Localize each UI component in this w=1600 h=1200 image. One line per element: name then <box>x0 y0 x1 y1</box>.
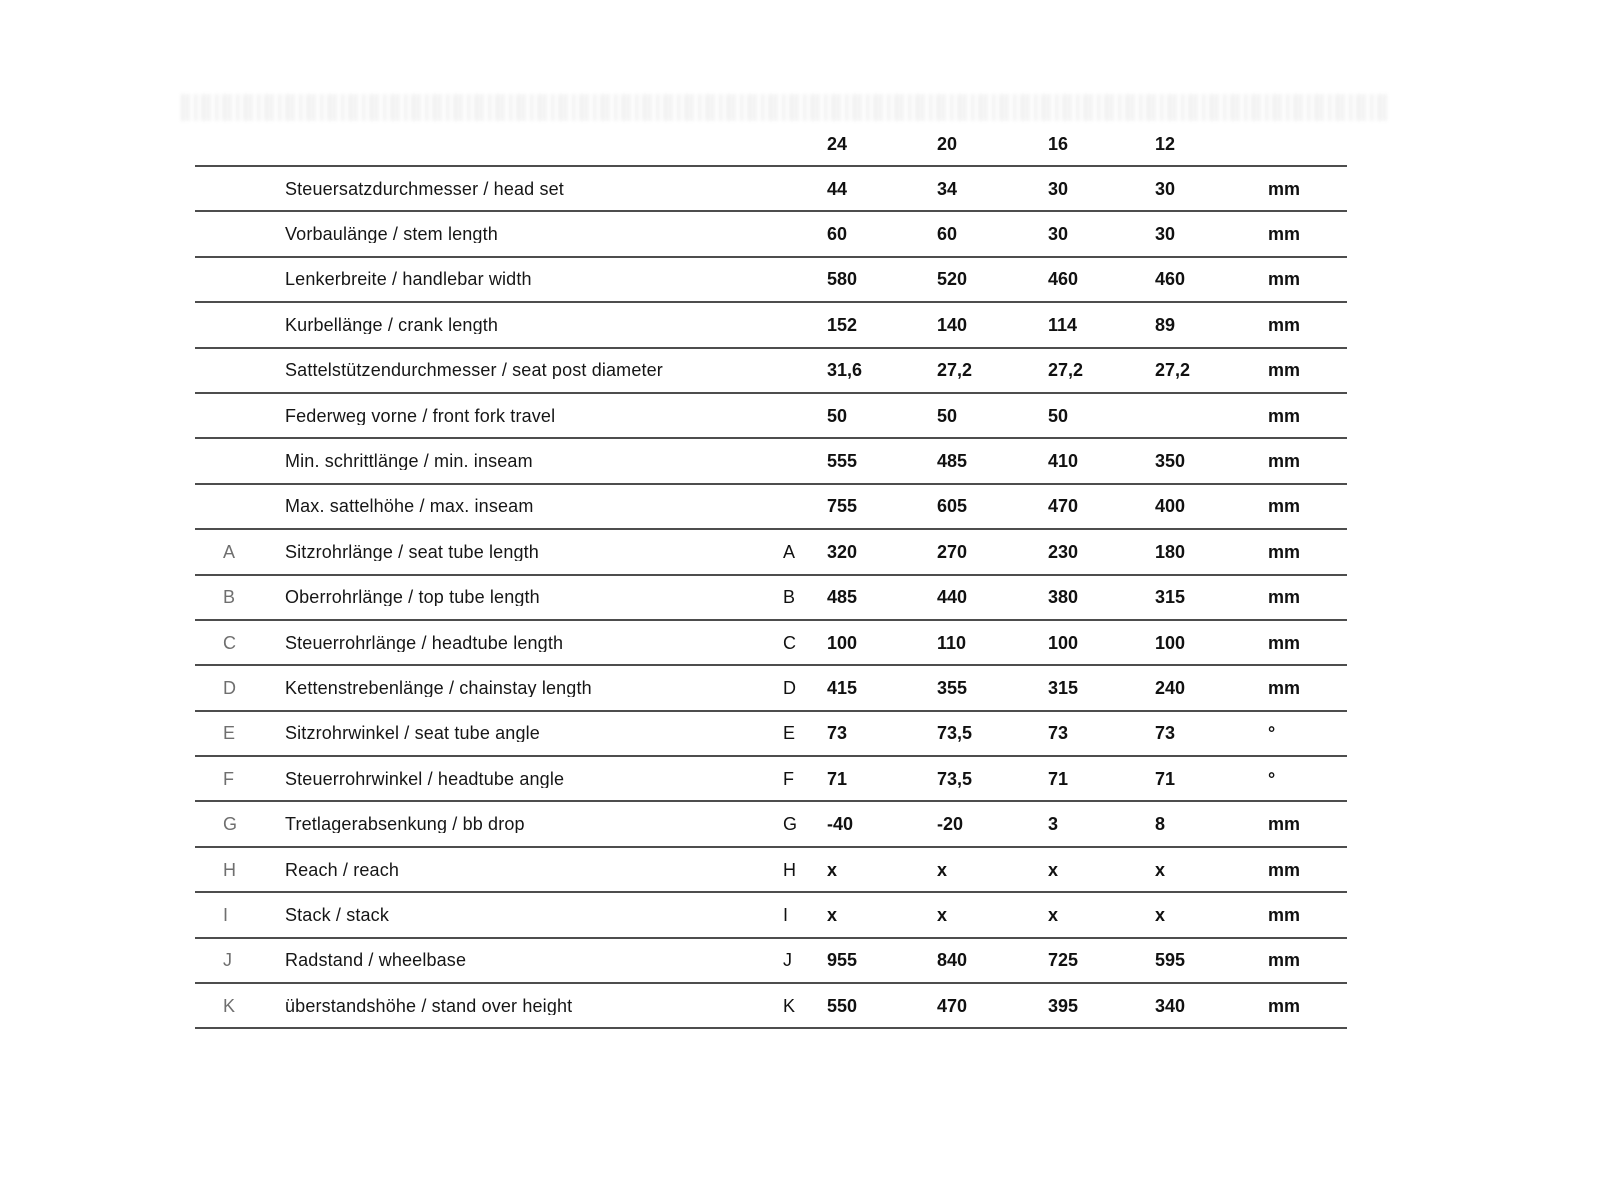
table-row <box>195 394 1347 439</box>
cell-16: x <box>1048 860 1059 879</box>
row-letter: H <box>223 860 236 879</box>
cell-20: 34 <box>937 179 958 198</box>
cell-16: 380 <box>1048 588 1079 607</box>
cell-16: 114 <box>1048 315 1078 334</box>
size-header-12: 12 <box>1155 134 1176 153</box>
row-unit: ° <box>1268 769 1276 788</box>
cell-12: 315 <box>1155 588 1186 607</box>
cell-12: 71 <box>1155 769 1176 788</box>
cell-12: 400 <box>1155 497 1186 516</box>
row-unit: mm <box>1268 633 1301 652</box>
cell-16: 30 <box>1048 225 1069 244</box>
table-row <box>195 757 1347 802</box>
row-letter: I <box>223 905 229 924</box>
row-unit: mm <box>1268 815 1301 834</box>
cell-20: 840 <box>937 951 968 970</box>
table-row <box>195 258 1347 303</box>
row-unit: mm <box>1268 542 1301 561</box>
size-header-20: 20 <box>937 134 958 153</box>
row-unit: mm <box>1268 497 1301 516</box>
cell-24: x <box>827 905 838 924</box>
table-row <box>195 303 1347 348</box>
cell-24: 755 <box>827 497 858 516</box>
row-letter-repeat: D <box>783 678 796 697</box>
cell-12: 73 <box>1155 724 1176 743</box>
cell-16: 725 <box>1048 951 1079 970</box>
spec-table-body <box>195 167 1347 1029</box>
row-label: Vorbaulänge / stem length <box>285 225 498 244</box>
row-label: Steuersatzdurchmesser / head set <box>285 179 564 198</box>
row-letter: G <box>223 815 238 834</box>
cell-16: 100 <box>1048 633 1079 652</box>
row-label: Max. sattelhöhe / max. inseam <box>285 497 534 516</box>
cell-12: 89 <box>1155 315 1176 334</box>
cell-20: 73,5 <box>937 724 973 743</box>
row-label: Steuerrohrwinkel / headtube angle <box>285 769 565 788</box>
cell-20: 605 <box>937 497 968 516</box>
cell-20: 140 <box>937 315 968 334</box>
cell-12: 180 <box>1155 542 1186 561</box>
row-unit: mm <box>1268 315 1301 334</box>
row-letter-repeat: A <box>783 542 796 561</box>
row-letter: J <box>223 951 232 970</box>
cell-12: 595 <box>1155 951 1186 970</box>
geometry-spec-table <box>195 122 1347 1029</box>
cell-24: x <box>827 860 838 879</box>
cell-24: 60 <box>827 225 848 244</box>
cell-16: 460 <box>1048 270 1079 289</box>
cell-24: 152 <box>827 315 858 334</box>
cell-24: 31,6 <box>827 361 863 380</box>
cell-16: 470 <box>1048 497 1079 516</box>
row-unit: mm <box>1268 270 1301 289</box>
row-unit: mm <box>1268 678 1301 697</box>
row-label: Kurbellänge / crank length <box>285 315 499 334</box>
row-label: Steuerrohrlänge / headtube length <box>285 633 564 652</box>
row-label: Stack / stack <box>285 905 389 924</box>
table-row <box>195 212 1347 257</box>
cell-20: 60 <box>937 225 958 244</box>
row-letter: A <box>223 542 236 561</box>
cell-16: x <box>1048 905 1059 924</box>
row-unit: mm <box>1268 452 1301 471</box>
size-header-row <box>195 122 1347 167</box>
cell-16: 73 <box>1048 724 1069 743</box>
table-row <box>195 939 1347 984</box>
size-header-24: 24 <box>827 134 848 153</box>
cell-16: 230 <box>1048 542 1079 561</box>
cell-12: 30 <box>1155 225 1176 244</box>
row-letter-repeat: B <box>783 588 796 607</box>
cell-16: 50 <box>1048 406 1069 425</box>
blurred-watermark-band <box>181 94 1389 121</box>
row-letter-repeat: F <box>783 769 794 788</box>
table-row <box>195 666 1347 711</box>
row-label: Kettenstrebenlänge / chainstay length <box>285 678 592 697</box>
cell-24: 73 <box>827 724 848 743</box>
cell-16: 395 <box>1048 996 1079 1015</box>
cell-24: 485 <box>827 588 858 607</box>
row-label: überstandshöhe / stand over height <box>285 996 573 1015</box>
table-row <box>195 893 1347 938</box>
cell-20: x <box>937 860 948 879</box>
row-label: Reach / reach <box>285 860 400 879</box>
size-header-16: 16 <box>1048 134 1069 153</box>
table-row <box>195 530 1347 575</box>
cell-24: 955 <box>827 951 858 970</box>
table-row <box>195 349 1347 394</box>
cell-20: 485 <box>937 452 968 471</box>
cell-12: 30 <box>1155 179 1176 198</box>
table-row <box>195 802 1347 847</box>
cell-20: -20 <box>937 815 964 834</box>
table-row <box>195 167 1347 212</box>
cell-24: 580 <box>827 270 858 289</box>
row-label: Tretlagerabsenkung / bb drop <box>285 815 525 834</box>
row-letter: E <box>223 724 236 743</box>
row-label: Sitzrohrlänge / seat tube length <box>285 542 539 561</box>
cell-12: 340 <box>1155 996 1186 1015</box>
row-letter-repeat: J <box>783 951 792 970</box>
row-letter-repeat: K <box>783 996 796 1015</box>
cell-20: 27,2 <box>937 361 973 380</box>
cell-12: 350 <box>1155 452 1186 471</box>
cell-20: 73,5 <box>937 769 973 788</box>
cell-12: x <box>1155 905 1166 924</box>
row-letter-repeat: I <box>783 905 789 924</box>
row-unit: mm <box>1268 406 1301 425</box>
table-row <box>195 984 1347 1029</box>
cell-24: 550 <box>827 996 858 1015</box>
cell-12: 460 <box>1155 270 1186 289</box>
cell-24: 320 <box>827 542 858 561</box>
row-letter: B <box>223 588 236 607</box>
cell-24: -40 <box>827 815 854 834</box>
row-unit: mm <box>1268 860 1301 879</box>
cell-24: 71 <box>827 769 848 788</box>
cell-20: 440 <box>937 588 968 607</box>
cell-24: 50 <box>827 406 848 425</box>
row-unit: ° <box>1268 724 1276 743</box>
row-unit: mm <box>1268 179 1301 198</box>
row-letter-repeat: G <box>783 815 798 834</box>
cell-20: 50 <box>937 406 958 425</box>
table-row <box>195 712 1347 757</box>
cell-20: 470 <box>937 996 968 1015</box>
row-label: Sitzrohrwinkel / seat tube angle <box>285 724 540 743</box>
cell-20: 355 <box>937 678 968 697</box>
table-row <box>195 621 1347 666</box>
cell-12: 8 <box>1155 815 1166 834</box>
cell-24: 415 <box>827 678 858 697</box>
row-letter-repeat: H <box>783 860 796 879</box>
row-unit: mm <box>1268 588 1301 607</box>
cell-20: 110 <box>937 633 967 652</box>
row-letter: F <box>223 769 234 788</box>
row-label: Sattelstützendurchmesser / seat post diameter <box>285 361 663 380</box>
cell-24: 44 <box>827 179 848 198</box>
table-row <box>195 848 1347 893</box>
cell-12: x <box>1155 860 1166 879</box>
cell-20: 270 <box>937 542 968 561</box>
row-letter-repeat: E <box>783 724 796 743</box>
row-unit: mm <box>1268 225 1301 244</box>
row-unit: mm <box>1268 361 1301 380</box>
cell-16: 410 <box>1048 452 1079 471</box>
cell-20: x <box>937 905 948 924</box>
cell-24: 100 <box>827 633 858 652</box>
cell-16: 27,2 <box>1048 361 1084 380</box>
row-letter: D <box>223 678 236 697</box>
cell-16: 3 <box>1048 815 1059 834</box>
row-label: Radstand / wheelbase <box>285 951 467 970</box>
table-row <box>195 439 1347 484</box>
cell-20: 520 <box>937 270 968 289</box>
row-unit: mm <box>1268 996 1301 1015</box>
table-row <box>195 485 1347 530</box>
row-letter: K <box>223 996 236 1015</box>
cell-12: 27,2 <box>1155 361 1191 380</box>
cell-12: 100 <box>1155 633 1186 652</box>
row-label: Min. schrittlänge / min. inseam <box>285 452 533 471</box>
cell-16: 315 <box>1048 678 1079 697</box>
cell-16: 30 <box>1048 179 1069 198</box>
row-unit: mm <box>1268 905 1301 924</box>
row-unit: mm <box>1268 951 1301 970</box>
row-label: Oberrohrlänge / top tube length <box>285 588 540 607</box>
table-row <box>195 576 1347 621</box>
cell-16: 71 <box>1048 769 1069 788</box>
row-label: Lenkerbreite / handlebar width <box>285 270 532 289</box>
row-letter-repeat: C <box>783 633 796 652</box>
cell-24: 555 <box>827 452 858 471</box>
row-label: Federweg vorne / front fork travel <box>285 406 556 425</box>
cell-12: 240 <box>1155 678 1186 697</box>
row-letter: C <box>223 633 236 652</box>
